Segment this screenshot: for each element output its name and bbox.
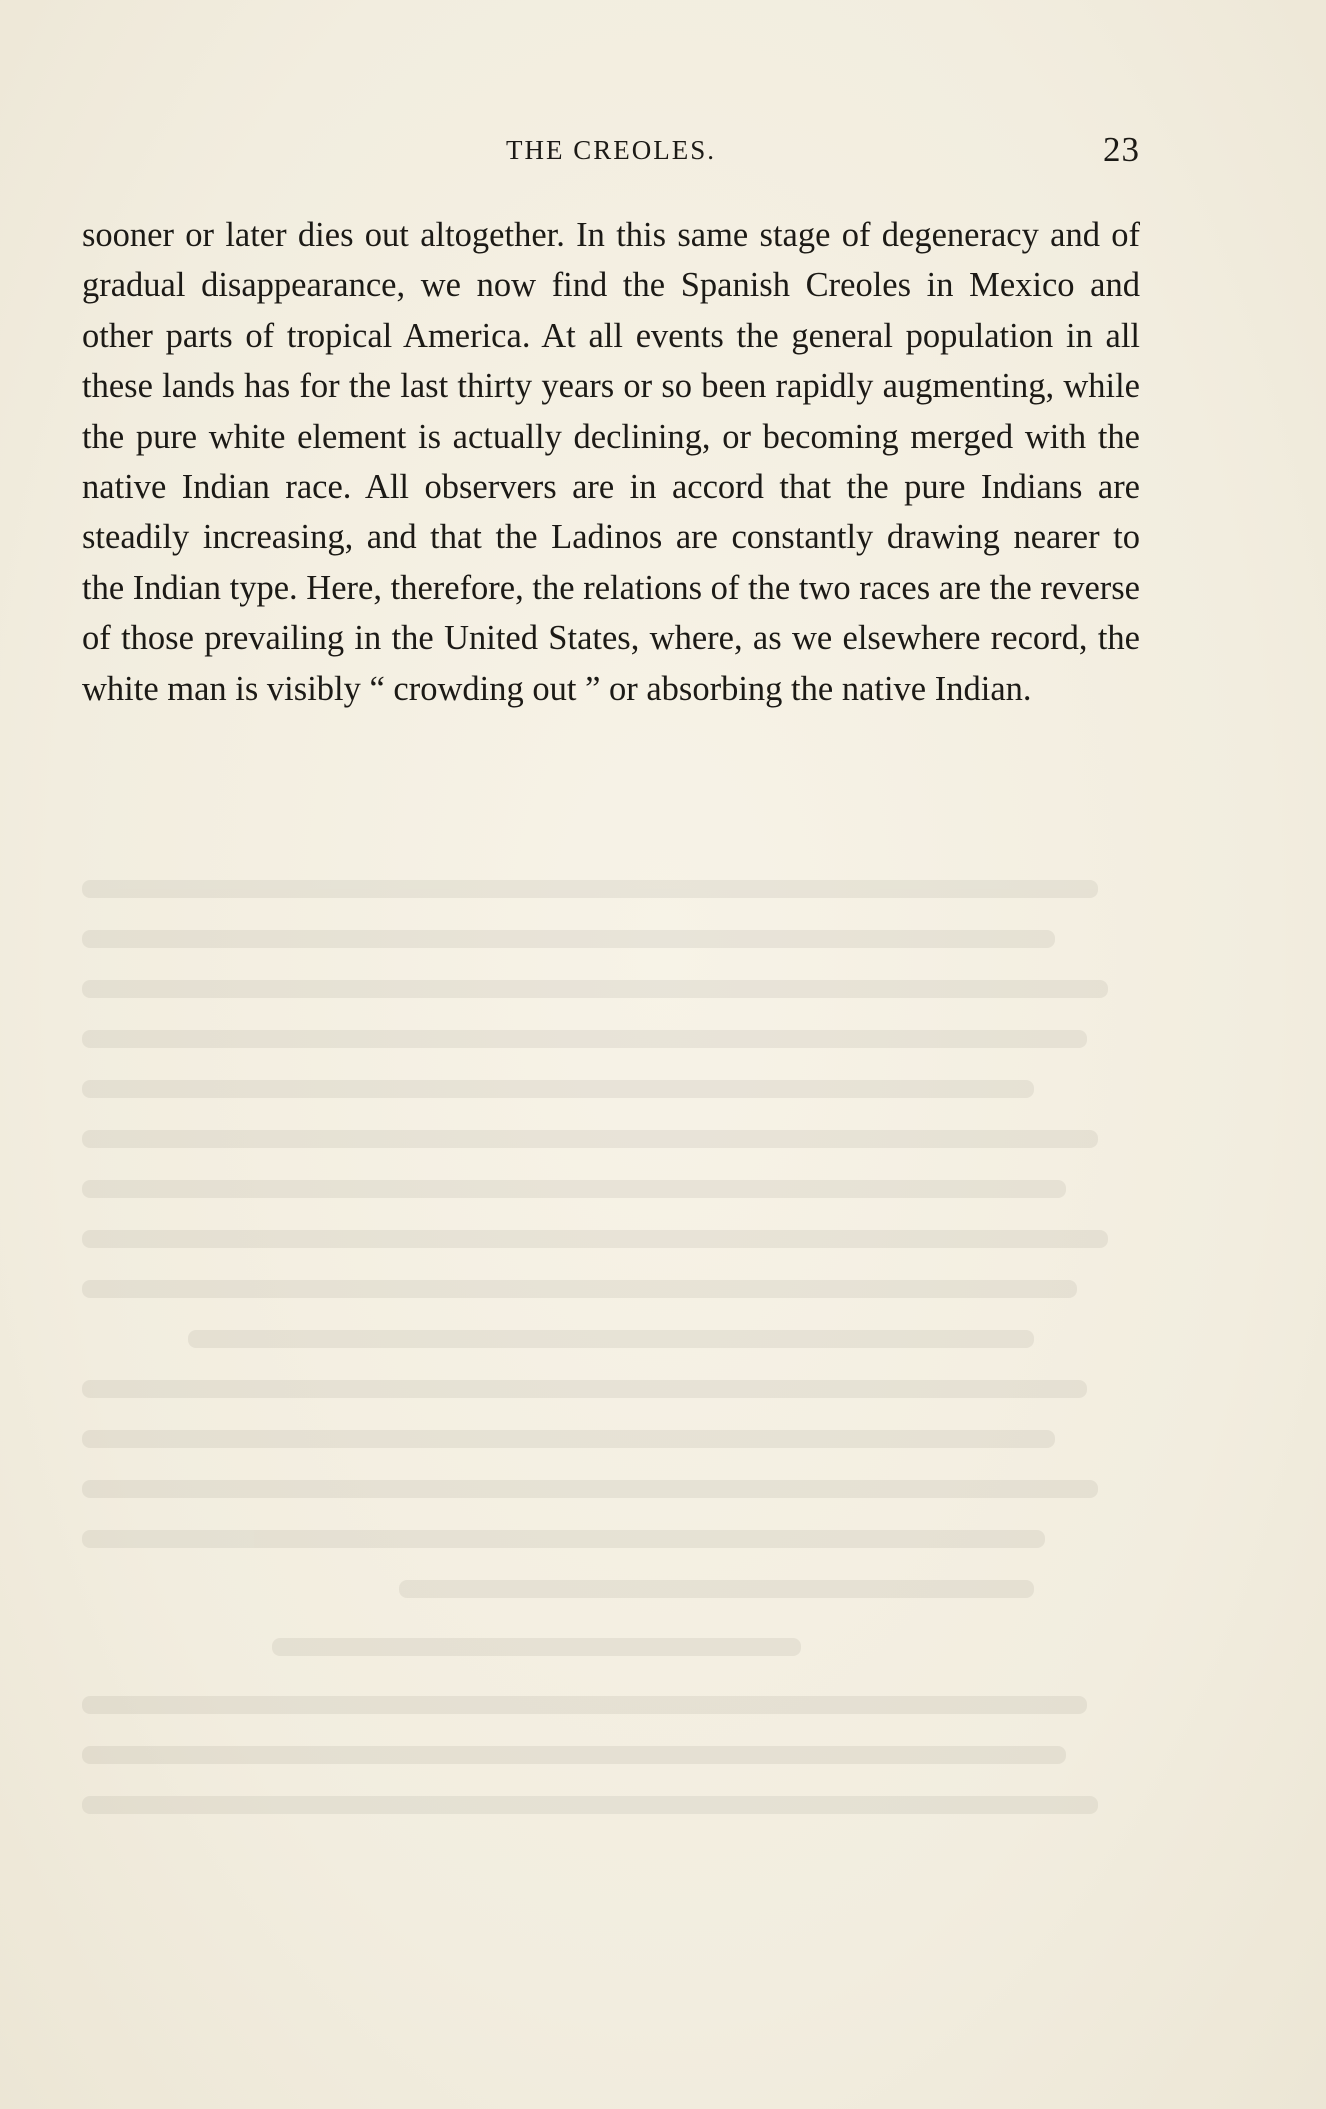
page-number: 23 <box>1103 130 1140 169</box>
running-title: THE CREOLES. <box>506 135 716 165</box>
show-through-background <box>82 880 1140 2020</box>
page-header <box>82 125 1140 175</box>
body-paragraph: sooner or later dies out altogether. In this same stage of degeneracy and of gradual disappearance, we now find the Spanish Creoles in Mexico and other parts of tropical America. At all events the general population in all these lands has for the last thirty years or so been rapidly augmenting, while the pure white element is actually declining, or becoming merged with the native Indian race. All observers are in accord that the pure Indians are steadily increasing, and that the Ladinos are constantly drawing nearer to the Indian type. Here, therefore, the relations of the two races are the reverse of those prevailing in the United States, where, as we elsewhere record, the white man is visibly “ crowding out ” or absorbing the native Indian. <box>82 216 1140 708</box>
